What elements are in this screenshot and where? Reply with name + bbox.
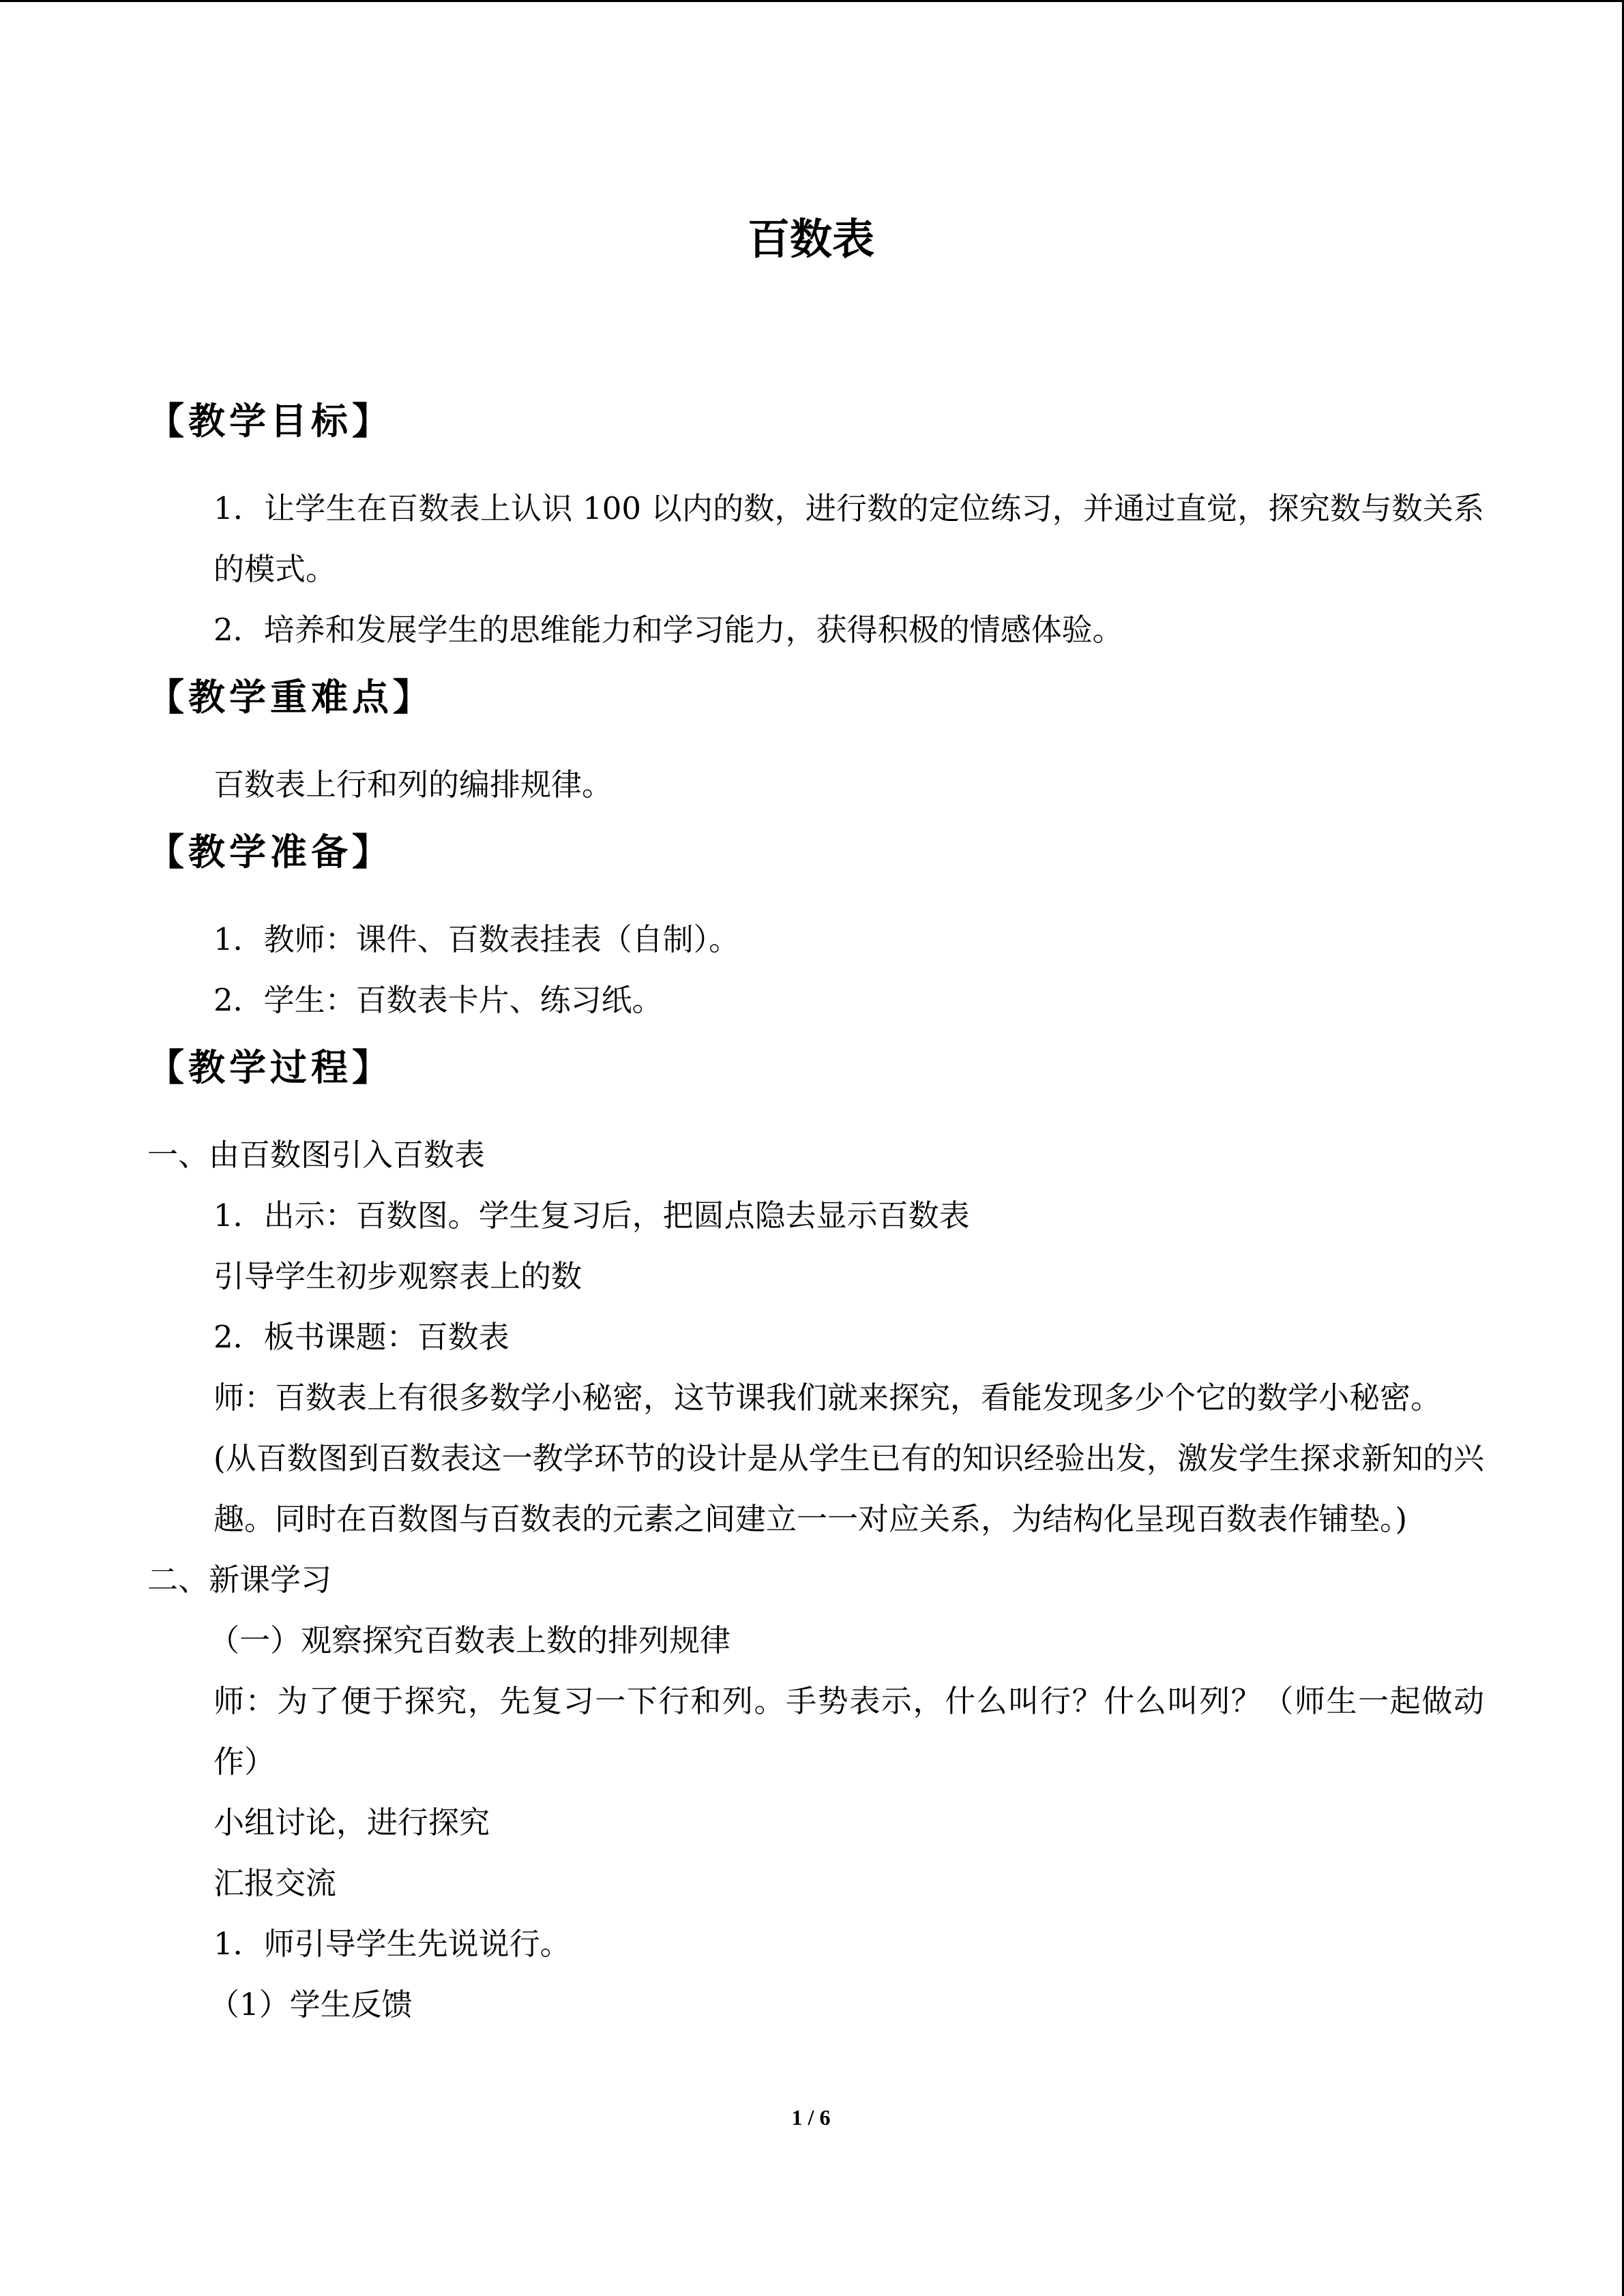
page-number: 1 / 6	[791, 2105, 831, 2130]
key-points-text: 百数表上行和列的编排规律。	[213, 766, 613, 803]
preparation-item-1: 1．教师：课件、百数表挂表（自制）。	[213, 921, 740, 957]
process-paragraph: 师：为了便于探究，先复习一下行和列。手势表示，什么叫行？什么叫列？（师生一起做动作）	[213, 1683, 1484, 1780]
section-heading-preparation: 【教学准备】	[147, 830, 393, 874]
goal-item-2: 2．培养和发展学生的思维能力和学习能力，获得积极的情感体验。	[213, 612, 1123, 648]
process-paragraph: 2．板书课题：百数表	[213, 1319, 510, 1355]
process-note: (从百数图到百数表这一教学环节的设计是从学生已有的知识经验出发，激发学生探求新知的兴趣。同时在百数图与百数表的元素之间建立一一对应关系，为结构化呈现百数表作铺垫。)	[213, 1440, 1484, 1537]
process-paragraph: 1．出示：百数图。学生复习后，把圆点隐去显示百数表	[213, 1197, 970, 1234]
process-paragraph: 汇报交流	[213, 1865, 337, 1901]
goal-item-1: 1．让学生在百数表上认识 100 以内的数，进行数的定位练习，并通过直觉，探究数与数关系的模式。	[213, 490, 1484, 587]
document-body	[147, 384, 1484, 2035]
page-title: 百数表	[747, 214, 874, 264]
process-paragraph: （1）学生反馈	[209, 1986, 413, 2023]
process-subheading: （一）观察探究百数表上数的排列规律	[209, 1622, 731, 1658]
process-paragraph: 1．师引导学生先说说行。	[213, 1926, 571, 1962]
section-heading-goals: 【教学目标】	[147, 399, 393, 443]
process-paragraph: 师：百数表上有很多数学小秘密，这节课我们就来探究，看能发现多少个它的数学小秘密。	[213, 1380, 1442, 1416]
section-heading-key-points: 【教学重难点】	[147, 675, 434, 719]
section-heading-process: 【教学过程】	[147, 1045, 393, 1089]
process-part2-heading: 二、新课学习	[147, 1562, 332, 1598]
process-paragraph: 小组讨论，进行探究	[213, 1804, 490, 1840]
process-part1-heading: 一、由百数图引入百数表	[147, 1137, 486, 1173]
process-paragraph: 引导学生初步观察表上的数	[213, 1258, 582, 1294]
preparation-item-2: 2．学生：百数表卡片、练习纸。	[213, 982, 663, 1018]
